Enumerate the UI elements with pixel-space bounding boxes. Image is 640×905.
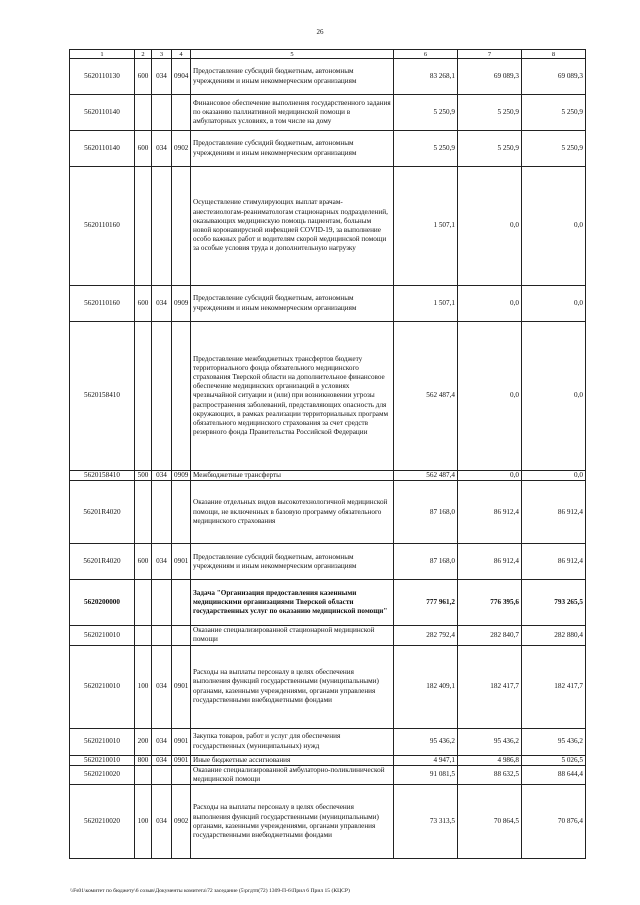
- row-value7-cell: 5 250,9: [458, 131, 522, 167]
- table-row: [70, 645, 586, 728]
- row-value8-cell: 793 265,5: [522, 580, 586, 626]
- row-col2-cell: 800: [135, 755, 152, 765]
- row-value7-cell: 0,0: [458, 471, 522, 481]
- row-value6-cell: 5 250,9: [394, 95, 458, 131]
- row-value7-cell: 70 864,5: [458, 785, 522, 859]
- page-number: 26: [316, 28, 324, 36]
- table-row: [70, 481, 586, 544]
- row-value6-cell: 182 409,1: [394, 645, 458, 728]
- row-col2-cell: 100: [135, 645, 152, 728]
- row-value8-cell: 182 417,7: [522, 645, 586, 728]
- row-value6-cell: 282 792,4: [394, 626, 458, 645]
- row-col3-cell: 034: [152, 544, 172, 580]
- row-col3-cell: 034: [152, 286, 172, 322]
- row-col4-cell: 0901: [172, 645, 191, 728]
- column-header: 3: [152, 50, 172, 59]
- row-value7-cell: 776 395,6: [458, 580, 522, 626]
- row-col3-cell: [152, 765, 172, 784]
- row-col2-cell: 100: [135, 785, 152, 859]
- row-col3-cell: 034: [152, 785, 172, 859]
- row-value7-cell: 5 250,9: [458, 95, 522, 131]
- row-value8-cell: 86 912,4: [522, 481, 586, 544]
- row-value6-cell: 87 168,0: [394, 544, 458, 580]
- row-code-cell: 5620210010: [70, 728, 135, 755]
- row-value7-cell: 0,0: [458, 167, 522, 286]
- row-value7-cell: 86 912,4: [458, 481, 522, 544]
- table-row: [70, 59, 586, 95]
- row-col3-cell: 034: [152, 59, 172, 95]
- row-value6-cell: 95 436,2: [394, 728, 458, 755]
- row-code-cell: 5620210020: [70, 785, 135, 859]
- table-row: [70, 471, 586, 481]
- table-row: [70, 765, 586, 784]
- row-description-cell: Оказание специализированной стационарной медицинской помощи: [191, 626, 394, 645]
- row-col4-cell: [172, 167, 191, 286]
- table-row: [70, 95, 586, 131]
- row-description-cell: Межбюджетные трансферты: [191, 471, 394, 481]
- row-description-cell: Осуществление стимулирующих выплат врачам-анестезиологам-реаниматологам стационарных подразделений, оказывающих медицинскую помощь пациентам, больным новой коронавирусной инфекцией COVID-19, за выполнение особо важных работ и водителям скорой медицинской помощи за особые условия труда и дополнительную нагрузку: [191, 167, 394, 286]
- table-row: [70, 728, 586, 755]
- row-code-cell: 5620110160: [70, 286, 135, 322]
- row-col3-cell: 034: [152, 755, 172, 765]
- row-code-cell: 5620210010: [70, 755, 135, 765]
- table-row: [70, 626, 586, 645]
- row-code-cell: 5620158410: [70, 322, 135, 471]
- row-col4-cell: [172, 626, 191, 645]
- row-description-cell: Предоставление субсидий бюджетным, автономным учреждениям и иным некоммерческим организациям: [191, 544, 394, 580]
- row-col4-cell: 0904: [172, 59, 191, 95]
- row-description-cell: Расходы на выплаты персоналу в целях обеспечения выполнения функций государственными (муниципальными) органами, казенными учреждениями, органами управления государственными внебюджетными фондами: [191, 785, 394, 859]
- row-description-cell: Расходы на выплаты персоналу в целях обеспечения выполнения функций государственными (муниципальными) органами, казенными учреждениями, органами управления государственными внебюджетными фондами: [191, 645, 394, 728]
- row-col4-cell: 0901: [172, 728, 191, 755]
- row-code-cell: 5620210020: [70, 765, 135, 784]
- row-value8-cell: 69 089,3: [522, 59, 586, 95]
- row-value7-cell: 88 632,5: [458, 765, 522, 784]
- row-value8-cell: 0,0: [522, 471, 586, 481]
- row-col2-cell: [135, 580, 152, 626]
- row-value8-cell: 5 026,5: [522, 755, 586, 765]
- row-value6-cell: 562 487,4: [394, 322, 458, 471]
- row-code-cell: 5620210010: [70, 626, 135, 645]
- row-description-cell: Оказание специализированной амбулаторно-поликлинической медицинской помощи: [191, 765, 394, 784]
- table-row: [70, 785, 586, 859]
- row-code-cell: 5620110140: [70, 95, 135, 131]
- row-col3-cell: [152, 580, 172, 626]
- row-value6-cell: 562 487,4: [394, 471, 458, 481]
- row-value6-cell: 83 268,1: [394, 59, 458, 95]
- row-description-cell: Оказание отдельных видов высокотехнологичной медицинской помощи, не включенных в базовую программу обязательного медицинского страхования: [191, 481, 394, 544]
- row-col4-cell: 0901: [172, 755, 191, 765]
- row-value6-cell: 73 313,5: [394, 785, 458, 859]
- row-col3-cell: [152, 322, 172, 471]
- row-col4-cell: [172, 765, 191, 784]
- budget-table: [69, 49, 586, 859]
- row-col2-cell: 600: [135, 544, 152, 580]
- row-value7-cell: 182 417,7: [458, 645, 522, 728]
- row-value6-cell: 777 961,2: [394, 580, 458, 626]
- row-value8-cell: 282 880,4: [522, 626, 586, 645]
- row-col3-cell: 034: [152, 131, 172, 167]
- row-col2-cell: [135, 481, 152, 544]
- row-description-cell: Задача "Организация предоставления казенными медицинскими организациями Тверской области государственных услуг по оказанию медицинской помощи": [191, 580, 394, 626]
- row-code-cell: 5620110140: [70, 131, 135, 167]
- row-description-cell: Финансовое обеспечение выполнения государственного задания по оказанию паллиативной медицинской помощи в амбулаторных условиях, в том числе на дому: [191, 95, 394, 131]
- row-col3-cell: [152, 95, 172, 131]
- table-row: [70, 544, 586, 580]
- row-value8-cell: 0,0: [522, 167, 586, 286]
- column-header: 7: [458, 50, 522, 59]
- row-description-cell: Иные бюджетные ассигнования: [191, 755, 394, 765]
- row-col4-cell: 0902: [172, 785, 191, 859]
- row-value8-cell: 0,0: [522, 322, 586, 471]
- row-col2-cell: 600: [135, 59, 152, 95]
- row-col3-cell: 034: [152, 471, 172, 481]
- row-col4-cell: 0901: [172, 544, 191, 580]
- table-row: [70, 755, 586, 765]
- row-value6-cell: 1 507,1: [394, 286, 458, 322]
- row-col2-cell: [135, 322, 152, 471]
- column-header: 5: [191, 50, 394, 59]
- row-code-cell: 56201R4020: [70, 544, 135, 580]
- row-code-cell: 5620210010: [70, 645, 135, 728]
- file-path-footer: \\Fs01\комитет по бюджету\6 созыв\Документы комитета\72 заседание (5\ргдтп(72) 1309-П-6\Прил 6 Прил 15 (КЦСР): [70, 888, 350, 894]
- row-col3-cell: [152, 626, 172, 645]
- row-value7-cell: 95 436,2: [458, 728, 522, 755]
- row-value6-cell: 5 250,9: [394, 131, 458, 167]
- row-col2-cell: [135, 95, 152, 131]
- column-header: 6: [394, 50, 458, 59]
- row-value7-cell: 0,0: [458, 286, 522, 322]
- row-col4-cell: [172, 580, 191, 626]
- column-header: 2: [135, 50, 152, 59]
- row-value8-cell: 5 250,9: [522, 131, 586, 167]
- row-code-cell: 5620200000: [70, 580, 135, 626]
- row-value8-cell: 0,0: [522, 286, 586, 322]
- row-description-cell: Закупка товаров, работ и услуг для обеспечения государственных (муниципальных) нужд: [191, 728, 394, 755]
- row-value7-cell: 69 089,3: [458, 59, 522, 95]
- row-col2-cell: [135, 167, 152, 286]
- column-header: 1: [70, 50, 135, 59]
- table-row: [70, 131, 586, 167]
- row-col2-cell: [135, 765, 152, 784]
- row-col3-cell: [152, 167, 172, 286]
- row-description-cell: Предоставление субсидий бюджетным, автономным учреждениям и иным некоммерческим организациям: [191, 59, 394, 95]
- row-value6-cell: 1 507,1: [394, 167, 458, 286]
- row-value8-cell: 88 644,4: [522, 765, 586, 784]
- row-col2-cell: 500: [135, 471, 152, 481]
- row-value8-cell: 86 912,4: [522, 544, 586, 580]
- row-col4-cell: 0909: [172, 471, 191, 481]
- row-col4-cell: 0902: [172, 131, 191, 167]
- row-col3-cell: 034: [152, 728, 172, 755]
- row-value6-cell: 87 168,0: [394, 481, 458, 544]
- table-row: [70, 322, 586, 471]
- row-value7-cell: 282 840,7: [458, 626, 522, 645]
- row-value8-cell: 95 436,2: [522, 728, 586, 755]
- table-row: [70, 167, 586, 286]
- row-value8-cell: 5 250,9: [522, 95, 586, 131]
- row-col3-cell: [152, 481, 172, 544]
- row-col3-cell: 034: [152, 645, 172, 728]
- column-header: 8: [522, 50, 586, 59]
- row-code-cell: 5620110130: [70, 59, 135, 95]
- row-description-cell: Предоставление субсидий бюджетным, автономным учреждениям и иным некоммерческим организациям: [191, 131, 394, 167]
- row-col2-cell: [135, 626, 152, 645]
- row-value6-cell: 4 947,1: [394, 755, 458, 765]
- row-col2-cell: 600: [135, 286, 152, 322]
- row-col2-cell: 600: [135, 131, 152, 167]
- row-description-cell: Предоставление межбюджетных трансфертов бюджету территориального фонда обязательного медицинского страхования Тверской области на дополнительное финансовое обеспечение медицинских организаций в условиях чрезвычайной ситуации и (или) при возникновении угрозы распространения заболеваний, представляющих опасность для окружающих, в рамках реализации территориальных программ обязательного медицинского страхования за счет средств резервного фонда Правительства Российской Федерации: [191, 322, 394, 471]
- row-code-cell: 5620158410: [70, 471, 135, 481]
- column-header: 4: [172, 50, 191, 59]
- row-description-cell: Предоставление субсидий бюджетным, автономным учреждениям и иным некоммерческим организациям: [191, 286, 394, 322]
- row-value7-cell: 4 986,8: [458, 755, 522, 765]
- row-col4-cell: 0909: [172, 286, 191, 322]
- row-value7-cell: 86 912,4: [458, 544, 522, 580]
- row-code-cell: 5620110160: [70, 167, 135, 286]
- row-value6-cell: 91 081,5: [394, 765, 458, 784]
- row-col4-cell: [172, 322, 191, 471]
- column-number-row: [70, 50, 586, 59]
- row-col4-cell: [172, 481, 191, 544]
- row-value7-cell: 0,0: [458, 322, 522, 471]
- row-value8-cell: 70 876,4: [522, 785, 586, 859]
- table-row: [70, 286, 586, 322]
- row-col4-cell: [172, 95, 191, 131]
- row-code-cell: 56201R4020: [70, 481, 135, 544]
- table-row: [70, 580, 586, 626]
- row-col2-cell: 200: [135, 728, 152, 755]
